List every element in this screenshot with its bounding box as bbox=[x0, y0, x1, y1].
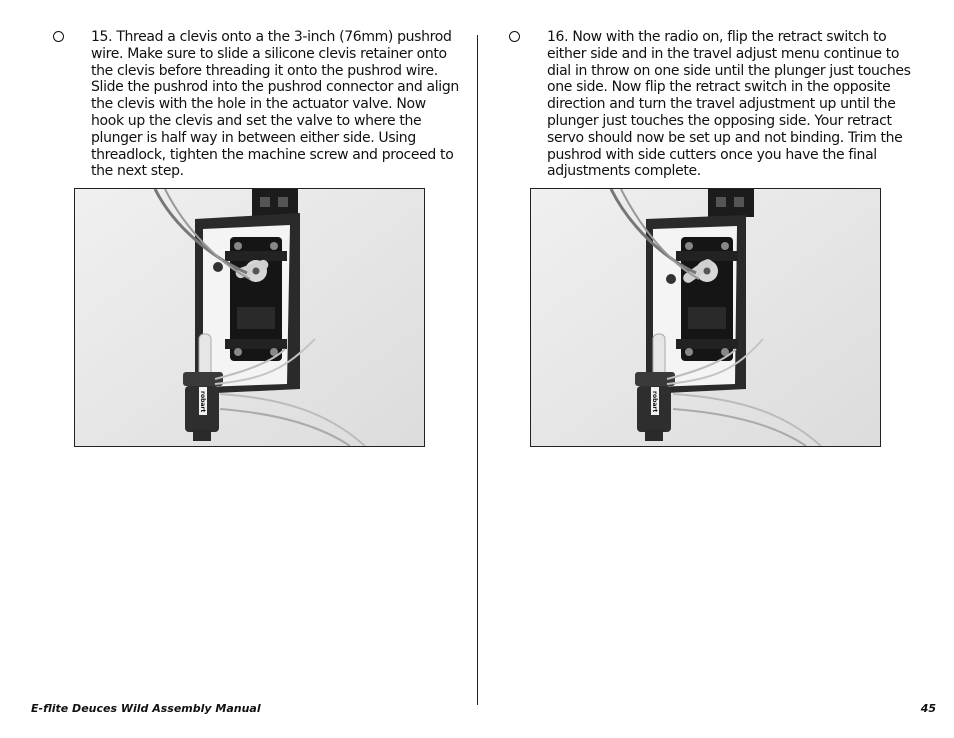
step-16-photo bbox=[530, 188, 881, 447]
checkbox-circle-icon bbox=[53, 31, 64, 42]
footer-title: E-flite Deuces Wild Assembly Manual bbox=[31, 702, 261, 715]
valve-label: robart bbox=[651, 391, 658, 413]
step-15-photo bbox=[74, 188, 425, 447]
checkbox-circle-icon bbox=[509, 31, 520, 42]
column-divider bbox=[477, 35, 478, 705]
step-16-text: 16. Now with the radio on, flip the retract switch to either side and in the travel adjust menu continue to dial in throw on one side until the plunger just touches one side. Now flip the retract switch in the opposite direction and turn the travel adjustment up until the plunger just touches the opposing side. Your retract servo should now be set up and not binding. Trim the pushrod with side cutters once you have the final adjustments complete. bbox=[547, 29, 911, 180]
page-number: 45 bbox=[920, 702, 936, 715]
step-15-text: 15. Thread a clevis onto a the 3-inch (76mm) pushrod wire. Make sure to slide a silicone clevis retainer onto the clevis before threading it onto the pushrod wire. Slide the pushrod into the pushrod connector and align the clevis with the hole in the actuator valve. Now hook up the clevis and set the valve to where the plunger is half way in between either side. Using threadlock, tighten the machine screw and proceed to the next step. bbox=[91, 29, 459, 180]
valve-label: robart bbox=[199, 391, 206, 413]
